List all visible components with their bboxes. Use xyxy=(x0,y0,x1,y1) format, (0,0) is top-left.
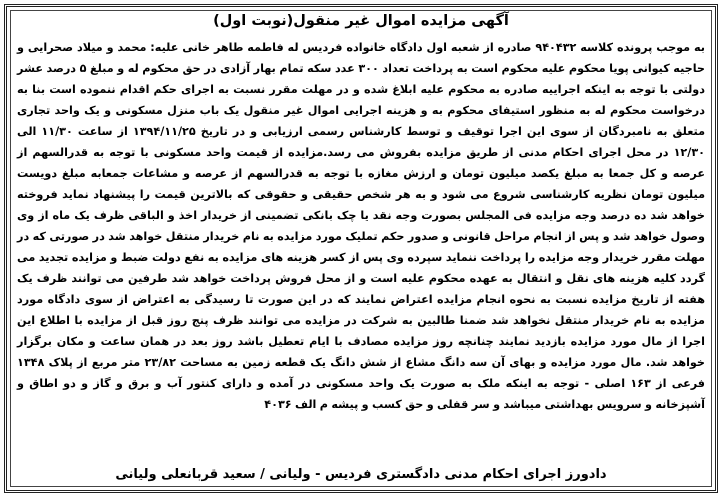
notice-body: به موجب پرونده کلاسه ۹۴۰۴۳۲ صادره از شعبه اول دادگاه خانواده فردیس له فاطمه طاهر خانی علیه: محمد و میلاد صحرایی و حاجیه کیوانی پویا محکوم علیه محکوم است به پرداخت تعداد ۳۰۰ عدد سکه تمام بهار آزادی در حق محکوم له و مبلغ ۵ درصد عشر دولتی با توجه به اینکه اجراییه صادره به محکوم علیه ابلاغ شده و در مهلت مقرر نسبت به اجرای حکم اقدام ننموده است بنا به درخواست محکوم له به منظور استیفای محکوم به و هزینه اجرایی اموال غیر منقول یک باب منزل مسکونی و یک واحد تجاری متعلق به نامبردگان از سوی این اجرا توقیف و توسط کارشناس رسمی ارزیابی و در تاریخ ۱۳۹۴/۱۱/۲۵ از ساعت ۱۱/۳۰ الی ۱۲/۳۰ در محل اجرای احکام مدنی از طریق مزایده بفروش می رسد.مزایده از قیمت واحد مسکونی با توجه به قدرالسهم از عرصه و کل جمعا به مبلغ یکصد میلیون تومان و ارزش مغازه با توجه به قدرالسهم از عرصه و مشاعات جمعابه مبلغ دویست میلیون تومان نظریه کارشناسی شروع می شود و به هر شخص حقیقی و حقوقی که بالاترین قیمت را پیشنهاد نماید فروخته خواهد شد ده درصد وجه مزایده فی المجلس بصورت وجه نقد یا چک بانکی تضمینی از خریدار اخذ و الباقی ظرف یک ماه از وی وصول خواهد شد و پس از انجام مراحل قانونی و صدور حکم تملیک مورد مزایده به نام خریدار منتقل خواهد شد در صورتی که در مهلت مقرر خریدار وجه مزایده را پرداخت ننماید سپرده وی پس از کسر هزینه های مزایده به نفع دولت ضبط و مزایده تجدید می گردد کلیه هزینه های نقل و انتقال به عهده محکوم علیه است و از محل فروش پرداخت خواهد شد طرفین می توانند ظرف یک هفته از تاریخ مزایده نسبت به نحوه انجام مزایده اعتراض نمایند که در این صورت تا رسیدگی به اعتراض از سوی دادگاه مورد مزایده به نام خریدار منتقل نخواهد شد ضمنا طالبین به شرکت در مزایده می توانند ظرف پنج روز قبل از مزایده با اطلاع این اجرا از مال مورد مزایده بازدید نمایند چنانچه روز مزایده مصادف با ایام تعطیل باشد روز بعد در همان ساعت و مکان برگزار خواهد شد. مال مورد مزایده و بهای آن سه دانگ مشاع از شش دانگ یک قطعه زمین به مساحت ۲۳/۸۲ متر مربع از پلاک ۱۳۴۸ فرعی از ۱۶۳ اصلی - توجه به اینکه ملک به صورت یک واحد مسکونی در آمده و دارای کنتور آب و برق و گاز و دو اطاق و آشپزخانه و سرویس بهداشتی میباشد و سر قفلی و حق کسب و پیشه م الف ۴۰۳۶ xyxy=(17,41,706,411)
notice-box xyxy=(4,4,718,493)
notice-title: آگهی مزایده اموال غیر منقول(نوبت اول) xyxy=(213,13,509,29)
notice-signature: دادورز اجرای احکام مدنی دادگستری فردیس - ولیانی / سعید قربانعلی ولیانی xyxy=(115,467,607,482)
